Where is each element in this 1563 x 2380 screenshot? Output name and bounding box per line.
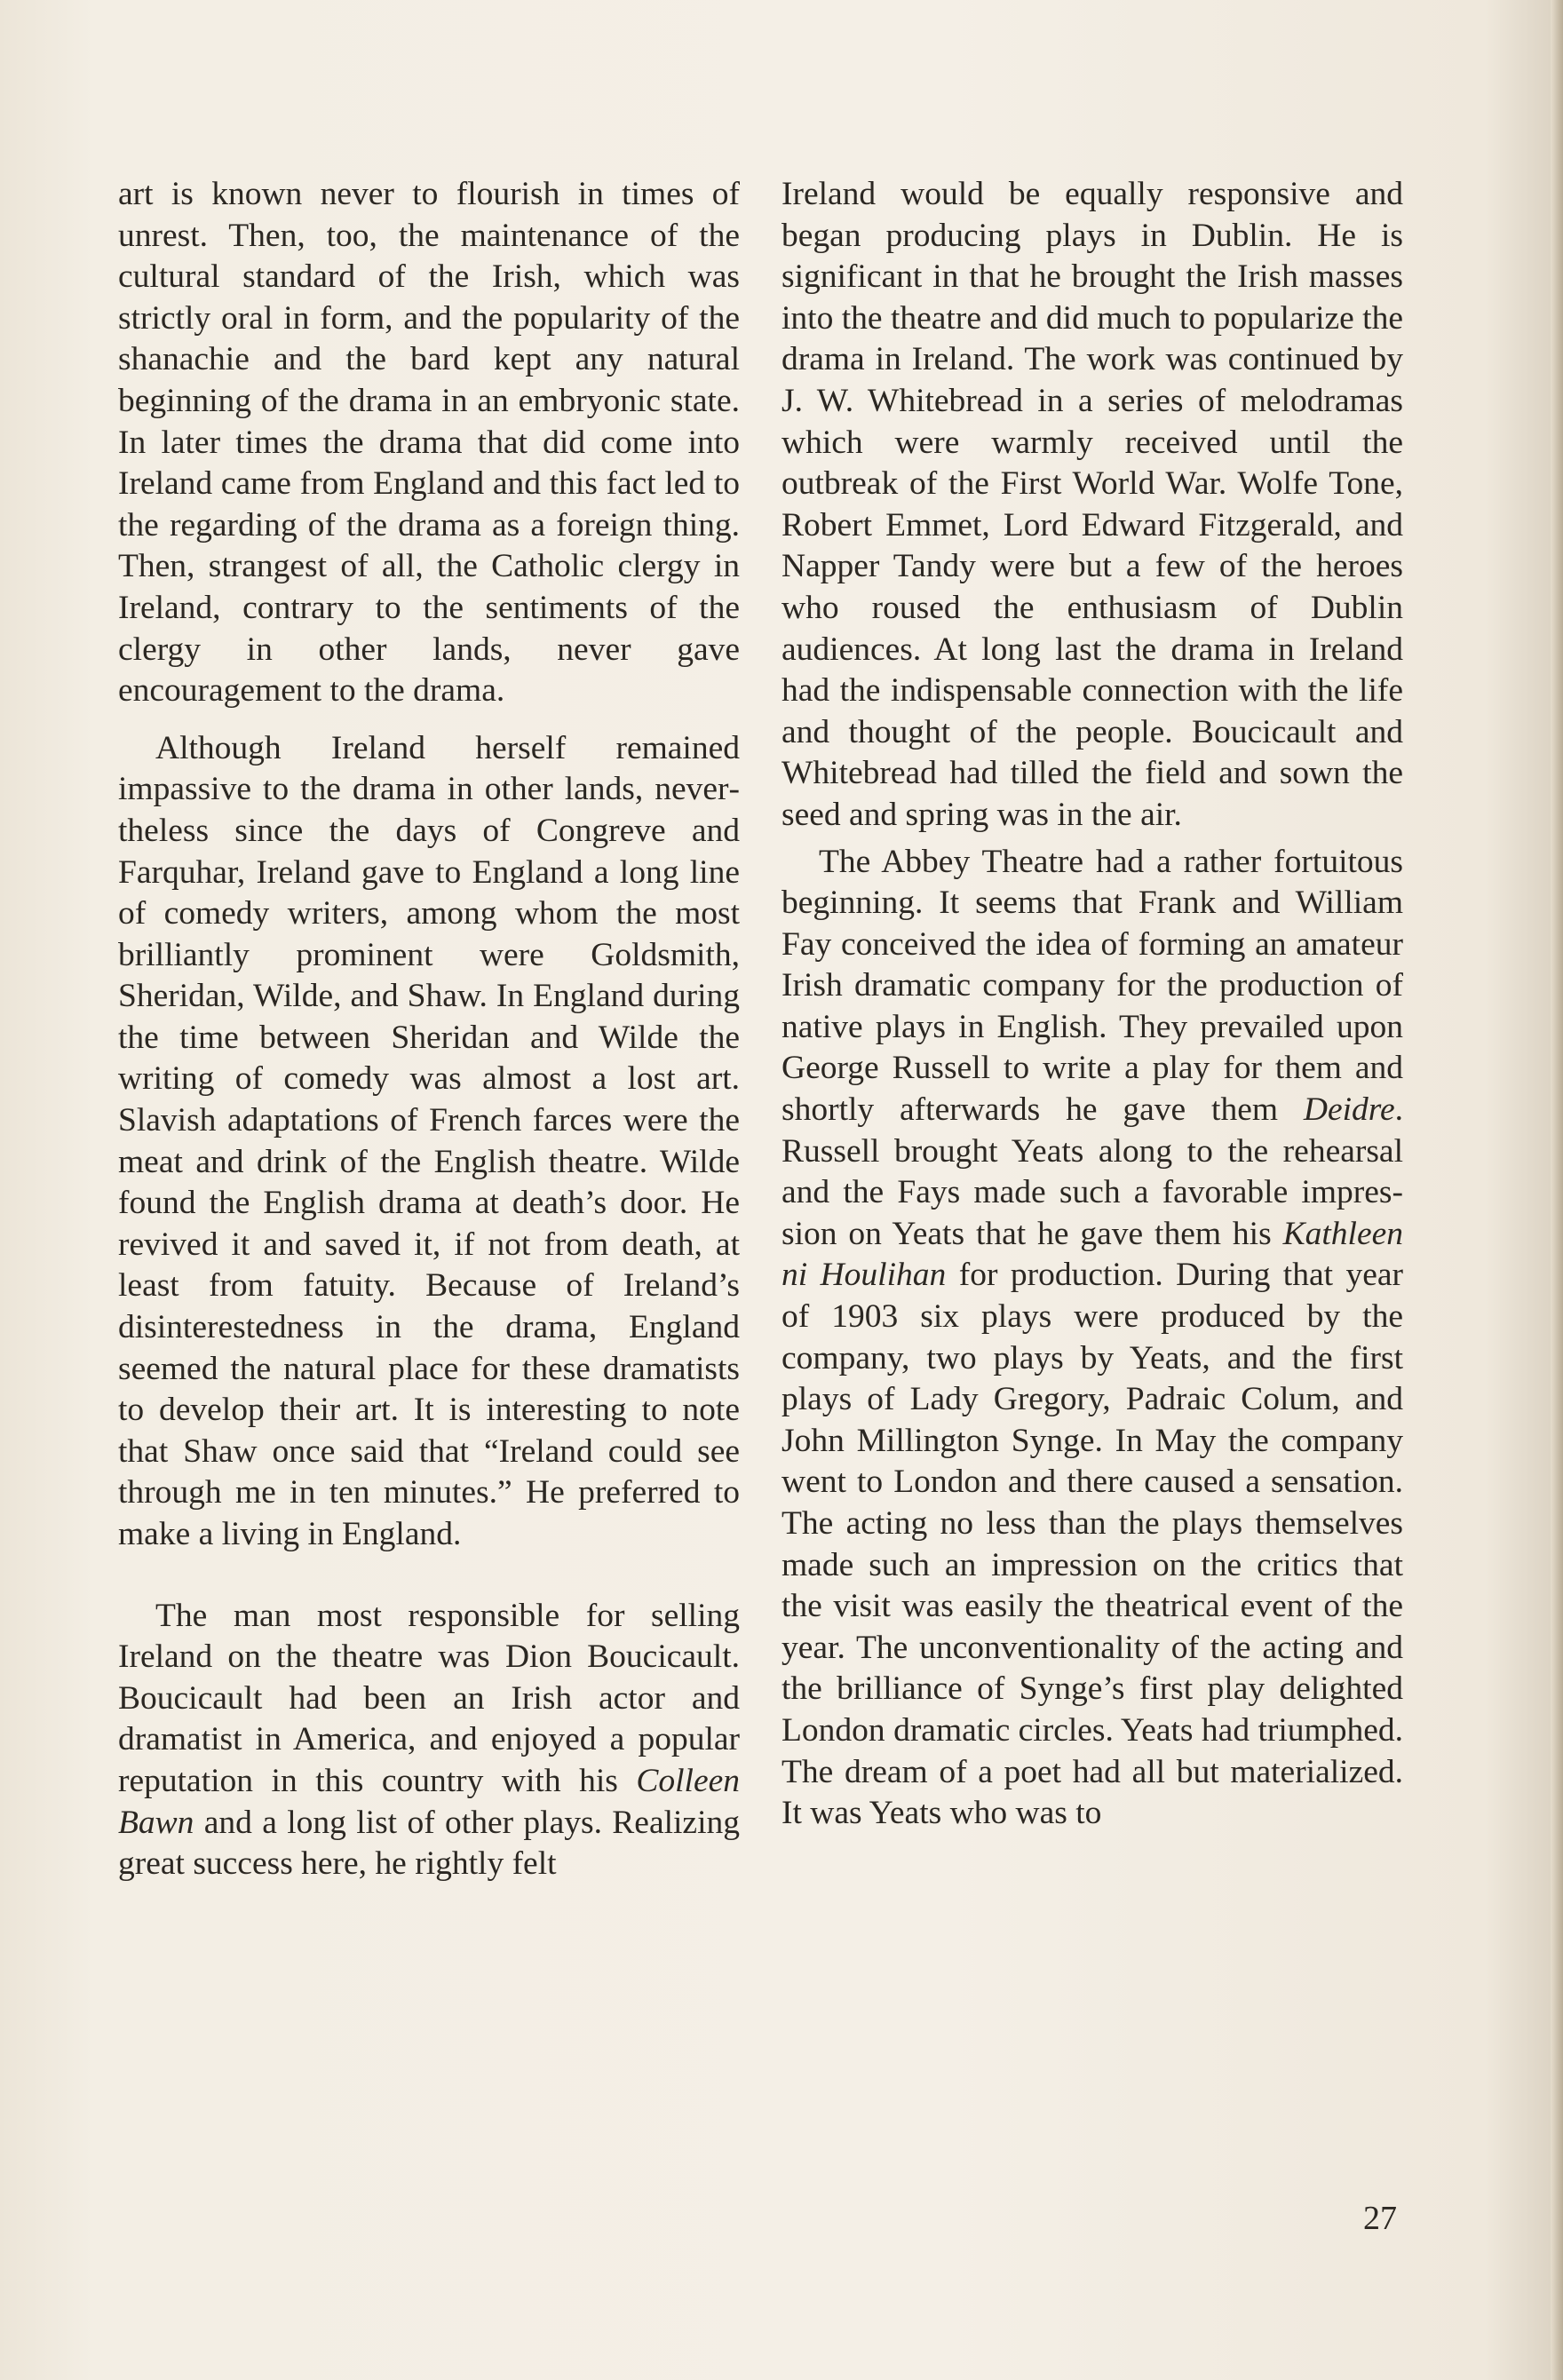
play-title-kathleen: Kathleen ni Houlihan — [782, 1215, 1403, 1294]
right-column — [782, 174, 1403, 1835]
paragraph-abbey-text-b: . Russell brought Yeats along to the rehearsal and the Fays made such a favorable impression on Yeats that he gave them his — [782, 1091, 1403, 1252]
paragraph-unrest: art is known never to flourish in times of unrest. Then, too, the maintenance of the cultural standard of the Irish, which was strictly oral in form, and the popularity of the shanachie and the bard kept any natural beginning of the drama in an embryonic state. In later times the drama that did come into Ireland came from England and this fact led to the regarding of the drama as a foreign thing. Then, strangest of all, the Catholic clergy in Ireland, contrary to the sentiments of the clergy in other lands, never gave encouragement to the drama. — [118, 176, 740, 710]
paragraph-dublin: Ireland would be equally responsive and began producing plays in Dublin. He is significant in that he brought the Irish masses into the theatre and did much to popularize the drama in Ireland. The work was continued by J. W. Whitebread in a series of melodramas which were warmly received until the outbreak of the First World War. Wolfe Tone, Robert Emmet, Lord Edward Fitzgerald, and Napper Tandy were but a few of the heroes who roused the enthusiasm of Dublin audiences. At long last the drama in Ireland had the indispensable connection with the life and thought of the people. Boucicault and Whitebread had tilled the field and sown the seed and spring was in the air. — [782, 176, 1403, 833]
paragraph-comedy-writers: Although Ireland herself remained impassive to the drama in other lands, nevertheless since the days of Congreve and Farquhar, Ireland gave to England a long line of comedy writers, among whom the most brilliantly prominent were Goldsmith, Sheridan, Wilde, and Shaw. In England during the time between Sheridan and Wilde the writing of comedy was almost a lost art. Slavish adaptations of French farces were the meat and drink of the English theatre. Wilde found the English drama at death’s door. He revived it and saved it, if not from death, at least from fatuity. Because of Ireland’s disinterestedness in the drama, England seemed the natural place for these dramatists to develop their art. It is interesting to note that Shaw once said that “Ireland could see through me in ten minutes.” He preferred to make a living in England. — [118, 729, 740, 1552]
paragraph-abbey-text-a: The Abbey Theatre had a rather fortuitous beginning. It seems that Frank and William Fay conceived the idea of forming an amateur Irish dramatic company for the production of native plays in English. They prevailed upon George Russell to write a play for them and shortly afterwards he gave them — [782, 843, 1403, 1129]
paragraph-abbey-theatre — [782, 842, 1403, 1835]
page-number: 27 — [1363, 2200, 1397, 2237]
page-edge — [1551, 0, 1563, 2380]
play-title-colleen-bawn: Colleen Bawn — [118, 1762, 740, 1841]
play-title-deidre: Deidre — [1303, 1091, 1395, 1129]
paragraph-abbey-text-c: for production. During that year of 1903 six plays were produced by the company, two plays by Yeats, and the first plays of Lady Gregory, Padraic Colum, and John Millington Synge. In May the company went to London and there caused a sensation. The acting no less than the plays themselves made such an impression on the critics that the visit was easily the theatrical event of the year. The unconventionality of the acting and the brilliance of Synge’s first play delighted London dramatic circles. Yeats had triumphed. The dream of a poet had all but materialized. It was Yeats who was to — [782, 1257, 1403, 1832]
paragraph-boucicault — [118, 1596, 740, 1885]
paragraph-boucicault-text: The man most responsible for selling Ireland on the theatre was Dion Boucicault. Boucicault had been an Irish actor and dramatist in America, and enjoyed a popular reputation in this country with his — [118, 1597, 740, 1799]
paragraph-boucicault-text-end: and a long list of other plays. Realizing great success here, he rightly felt — [118, 1804, 740, 1883]
left-column — [118, 174, 740, 1885]
